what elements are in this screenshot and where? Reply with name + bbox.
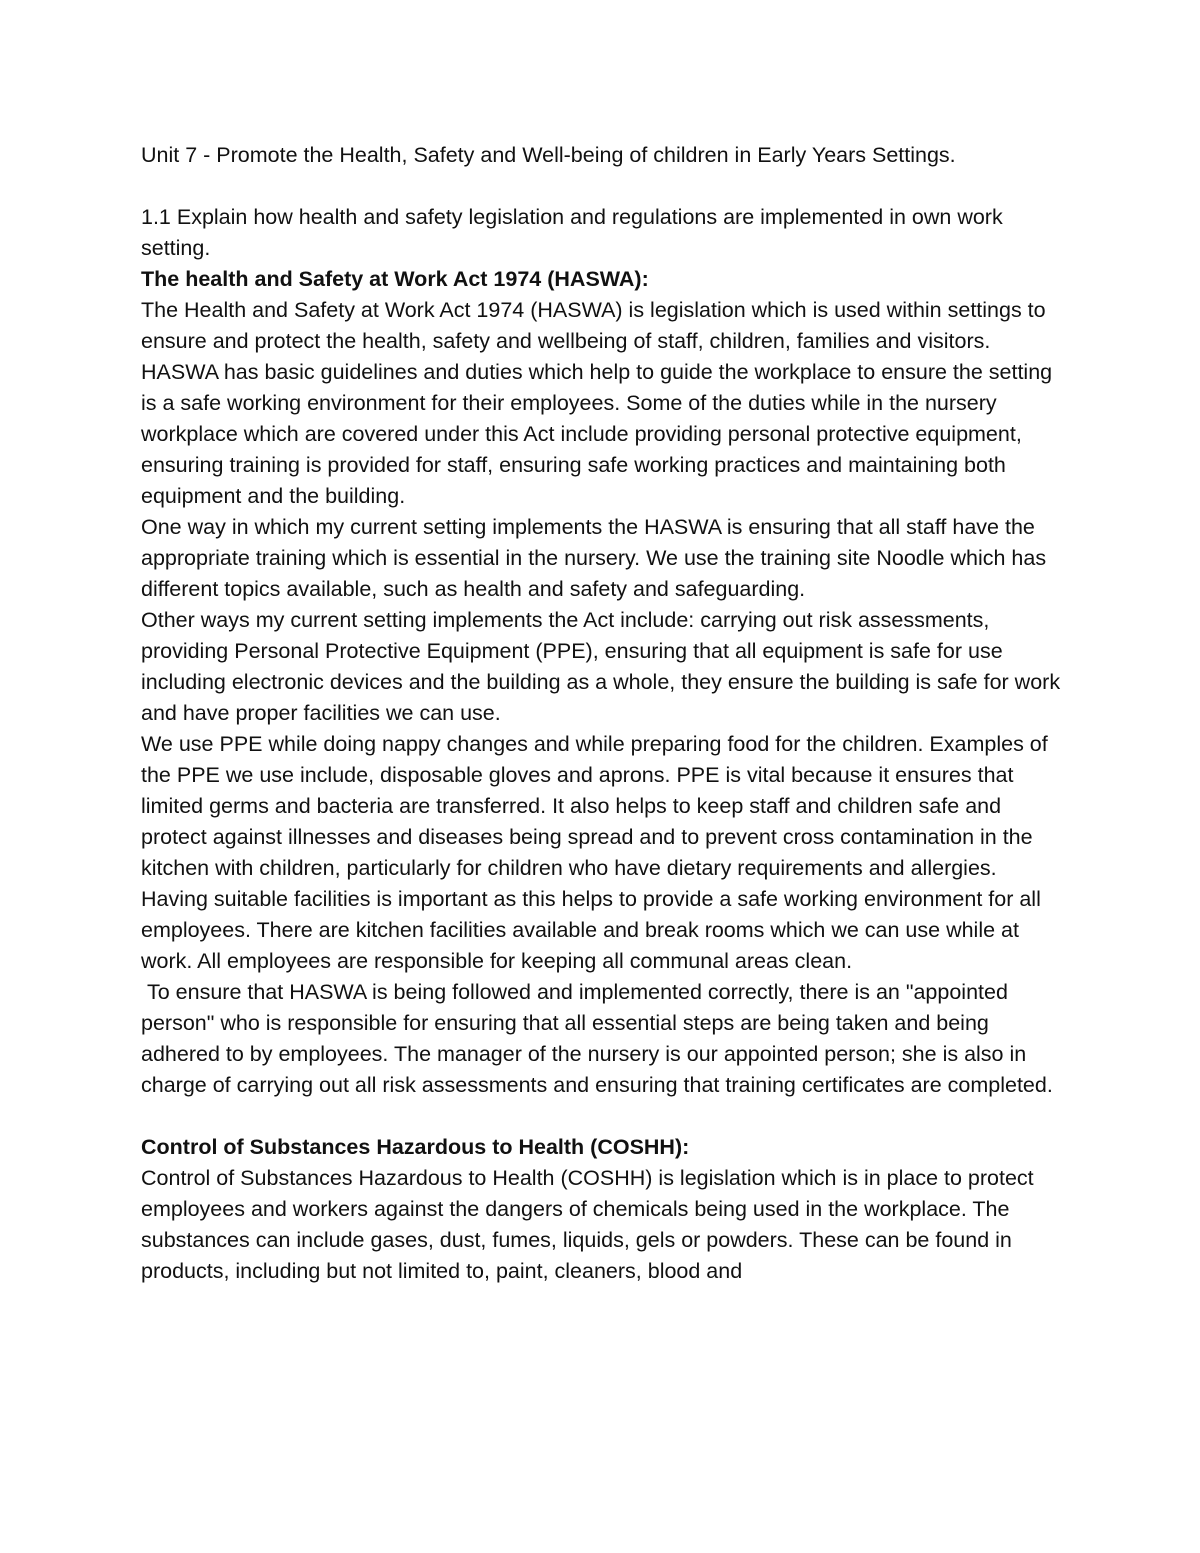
haswa-paragraph-1: The Health and Safety at Work Act 1974 (HASWA) is legislation which is used within settings to ensure and protect the health, safety and wellbeing of staff, children, families and visitors. HASWA has basic guidelines and duties which help to guide the workplace to ensure the setting is a safe working environment for their employees. Some of the duties while in the nursery workplace which are covered under this Act include providing personal protective equipment, ensuring training is provided for staff, ensuring safe working practices and maintaining both equipment and the building. [141, 298, 1053, 508]
document-body [141, 140, 1071, 1287]
question-text: 1.1 Explain how health and safety legislation and regulations are implemented in own work setting. [141, 205, 1003, 260]
haswa-paragraph-4: We use PPE while doing nappy changes and while preparing food for the children. Examples of the PPE we use include, disposable gloves and aprons. PPE is vital because it ensures that limited germs and bacteria are transferred. It also helps to keep staff and children safe and protect against illnesses and diseases being spread and to prevent cross contamination in the kitchen with children, particularly for children who have dietary requirements and allergies. [141, 732, 1048, 880]
section-heading-haswa: The health and Safety at Work Act 1974 (HASWA): [141, 267, 649, 291]
document-title: Unit 7 - Promote the Health, Safety and Well-being of children in Early Years Settings. [141, 143, 956, 167]
section-heading-coshh: Control of Substances Hazardous to Health (COSHH): [141, 1135, 690, 1159]
haswa-paragraph-6: To ensure that HASWA is being followed and implemented correctly, there is an "appointed person" who is responsible for ensuring that all essential steps are being taken and being adhered to by employees. The manager of the nursery is our appointed person; she is also in charge of carrying out all risk assessments and ensuring that training certificates are completed. [141, 980, 1053, 1097]
spacer [141, 171, 1071, 202]
haswa-paragraph-3: Other ways my current setting implements the Act include: carrying out risk assessments, providing Personal Protective Equipment (PPE), ensuring that all equipment is safe for use including electronic devices and the building as a whole, they ensure the building is safe for work and have proper facilities we can use. [141, 608, 1061, 725]
spacer [141, 1101, 1071, 1132]
coshh-paragraph-1: Control of Substances Hazardous to Health (COSHH) is legislation which is in place to protect employees and workers against the dangers of chemicals being used in the workplace. The substances can include gases, dust, fumes, liquids, gels or powders. These can be found in products, including but not limited to, paint, cleaners, blood and [141, 1166, 1034, 1283]
haswa-paragraph-5: Having suitable facilities is important as this helps to provide a safe working environment for all employees. There are kitchen facilities available and break rooms which we can use while at work. All employees are responsible for keeping all communal areas clean. [141, 887, 1041, 973]
haswa-paragraph-2: One way in which my current setting implements the HASWA is ensuring that all staff have the appropriate training which is essential in the nursery. We use the training site Noodle which has different topics available, such as health and safety and safeguarding. [141, 515, 1047, 601]
